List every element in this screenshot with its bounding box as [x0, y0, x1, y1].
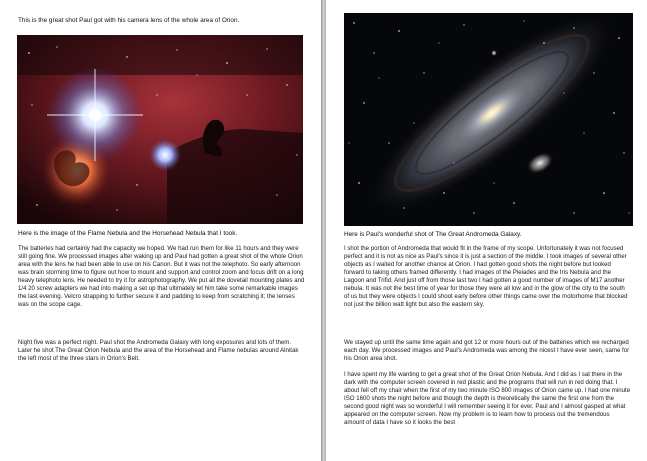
paragraph: I shot the portion of Andromeda that would fit in the frame of my scope. Unfortunately it was not focused perfect and it is not as nice as Paul's since it is just a section of the middle. I took images of several other objects as I waited for another chance at Orion. I had gotten good shots the night before but looked forward to taking others framed differently. I had images of the Pleiades and the Iris Nebula and the Lagoon and Trifid. And just off from those last two I had gotten a good number of images of M17 another nebula. It was not the best time of year for those they were all low and in the glow of the city to the south of us but they were objects I could shoot early before other things came over the motorhome that blocked not just the billion watt light but also the eastern sky. — [344, 245, 628, 308]
andromeda-galaxy-photo — [344, 13, 633, 226]
paragraph: I have spent my life wanting to get a great shot of the Great Orion Nebula. And I did as I sat there in the dark with the computer screen covered in red plastic and the programs that will run in red doing that. I about fell off my chair when the first of my two minute ISO 800 images of Orion came up. I had one minute ISO 1600 shots the night before and though the depth is theoretically the same the first one from the second good night was so wonderful I will remember seeing it for ever. Paul and I almost gasped at what appeared on the computer screen. Now my problem is to learn how to process out the tremendous amount of data I have so it looks the best — [344, 371, 631, 426]
right-page — [326, 0, 647, 461]
image-caption: Here is Paul's wonderful shot of The Great Andromeda Galaxy. — [344, 231, 522, 238]
flame-horsehead-nebula-photo — [17, 35, 303, 224]
left-page — [0, 0, 321, 461]
paragraph: Night five was a perfect night. Paul shot the Andromeda Galaxy with long exposures and lots of them. Later he shot The Great Orion Nebula and the area of the Horsehead and Flame nebulas around Alnitak the left most of the three stars in Orion's Belt. — [18, 339, 299, 362]
top-caption: This is the great shot Paul got with his camera lens of the whole area of Orion. — [18, 17, 240, 24]
image-caption: Here is the image of the Flame Nebula and the Horsehead Nebula that I took. — [18, 230, 238, 237]
paragraph: We stayed up until the same time again and got 12 or more hours out of the batteries which we recharged each day. We processed images and Paul's Andromeda was among the nicest I have ever seen, same for his Orion area shot. — [344, 339, 630, 362]
paragraph: The batteries had certainly had the capacity we hoped. We had run them for like 11 hours and they were still going fine. We processed images after waking up and Paul had gotten a great shot of the whole Orion area with the lens he had been able to use on his Canon. But it was not the telephoto. So early afternoon was brain storming time to figure out how to mount and support and control zoom and focus drift on a long heavy telephoto lens. He needed to try it for astrophotography. We put all the dovetail mounting plates and 1/4 20 screw adapters we had into making a set up that ultimately let him take some remarkable images the last evening. Velcro strapping to further secure it and padding to keep from scratching it; the lenses was on the scope cage. — [18, 245, 305, 308]
